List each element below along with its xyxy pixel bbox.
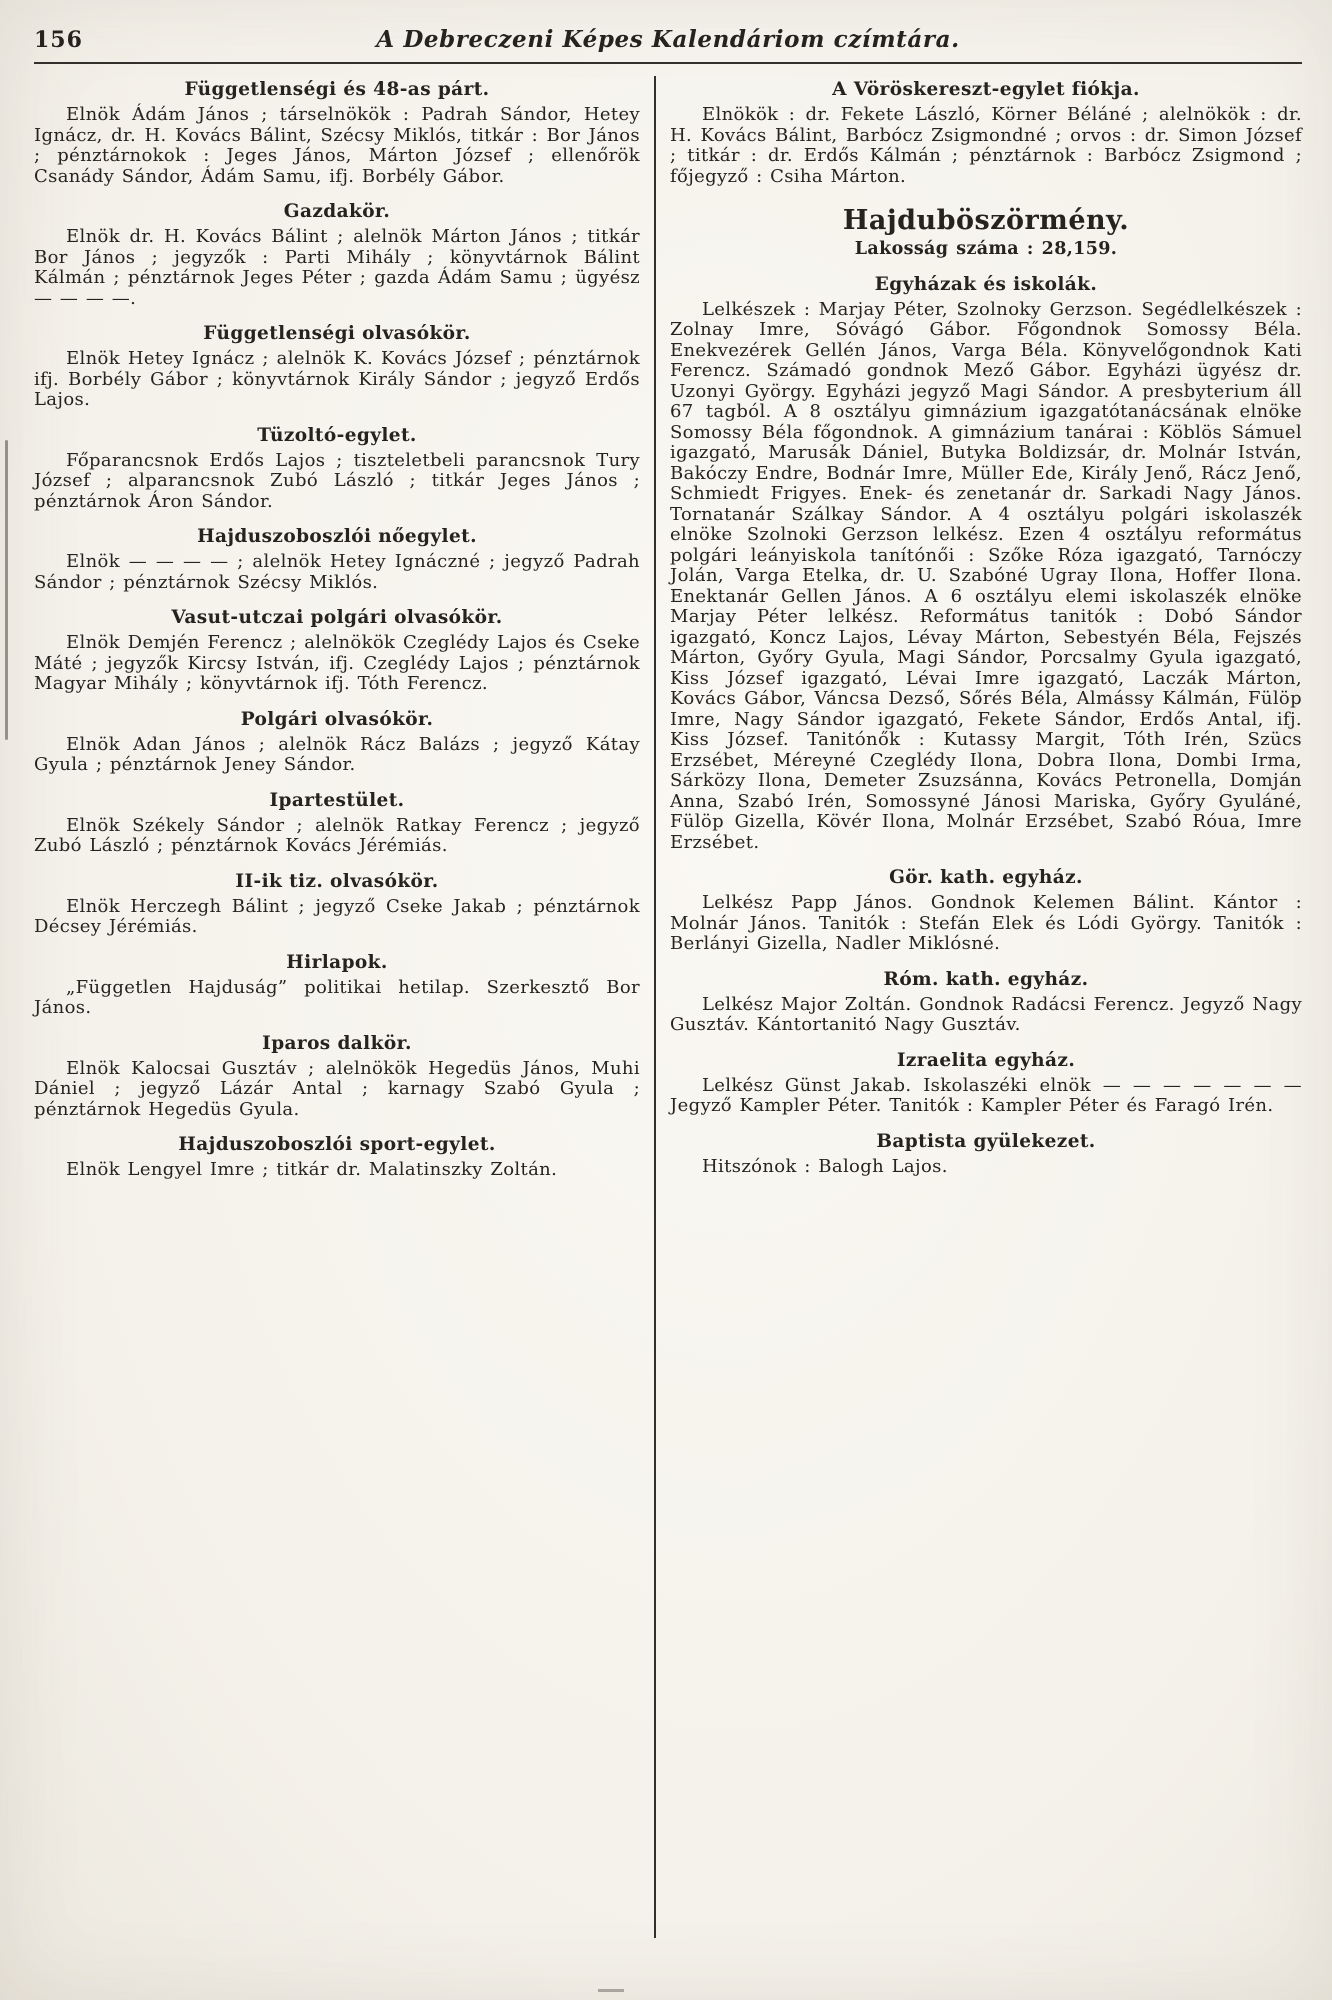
section-ipartestulet bbox=[34, 790, 640, 857]
section-egyhazak-es-iskolak bbox=[670, 274, 1302, 854]
section-body: Elnök dr. H. Kovács Bálint ; alelnök Márton János ; titkár Bor János ; jegyzők : Parti Mihály ; könyvtárnok Bálint Kálmán ; pénztárnok Jeges Péter ; gazda Ádám Samu ; ügyész — — — —. bbox=[34, 226, 640, 309]
section-rom-kath-egyhaz bbox=[670, 969, 1302, 1036]
section-heading: Gazdakör. bbox=[283, 201, 391, 222]
column-divider-rule bbox=[654, 76, 656, 1938]
section-hirlapok bbox=[34, 952, 640, 1019]
section-heading: Függetlenségi és 48-as párt. bbox=[184, 79, 490, 100]
section-body: Lelkészek : Marjay Péter, Szolnoky Gerzson. Segédlelkészek : Zolnay Imre, Sóvágó Gábor. Főgondnok Somossy Béla. Enekvezérek Gellén János, Varga Béla. Könyvelőgondnok Kati Ferencz. Számadó gondnok Mező Gábor. Egyházi ügyész dr. Uzonyi György. Egyházi jegyző Magi Sándor. A presbyterium áll 67 tagból. A 8 osztályu gimnázium igazgatótanácsának elnöke Somossy Béla főgondnok. A gimnázium tanárai : Köblös Sámuel igazgató, Marusák Dániel, Butyka Boldizsár, dr. Molnár István, Bakóczy Endre, Bodnár Imre, Müller Ede, Király Jenő, Rácz Jenő, Schmiedt Frigyes. Enek- és zenetanár dr. Sarkadi Nagy János. Tornatanár Szálkay Sándor. A 4 osztályu polgári iskolaszék elnöke Szolnoki Gerzson lelkész. Ezen 4 osztályu református polgári leányiskola tanítónői : Szőke Róza igazgató, Tarnóczy Jolán, Varga Etelka, dr. U. Szabóné Ugray Ilona, Hoffer Ilona. Enektanár Gellen János. A 6 osztályu elemi iskolaszék elnöke Marjay Péter lelkész. Református tanitók : Dobó Sándor igazgató, Koncz Lajos, Lévay Márton, Sebestyén Béla, Fejszés Márton, Győry Gyula, Magi Sándor, Porcsalmy Gyula igazgató, Kiss József igazgató, Lévai Imre igazgató, Laczák Márton, Kovács Gábor, Váncsa Dezső, Sőrés Béla, Almássy Kálmán, Fülöp Imre, Nagy Sándor igazgató, Fekete Sándor, Erdős Antal, ifj. Kiss József. Tanitónők : Kutassy Margit, Tóth Irén, Szücs Erzsébet, Méreyné Czeglédy Ilona, Dobra Ilona, Dombi Irma, Sárközy Ilona, Demeter Zsuzsánna, Kovács Petronella, Domján Anna, Szabó Irén, Somossyné Jánosi Mariska, Győry Gyuláné, Fülöp Gizella, Kövér Ilona, Molnár Erzsébet, Szabó Róua, Imre Erzsébet. bbox=[670, 298, 1302, 853]
section-body: Elnök Herczegh Bálint ; jegyző Cseke Jakab ; pénztárnok Décsey Jérémiás. bbox=[34, 895, 640, 937]
section-gor-kath-egyhaz bbox=[670, 867, 1302, 955]
section-heading: Vasut-utczai polgári olvasókör. bbox=[171, 607, 503, 628]
section-fuggetlensegi-olvasokor bbox=[34, 323, 640, 411]
page-header bbox=[34, 26, 1302, 64]
section-fuggetlensegi-part bbox=[34, 79, 640, 187]
section-body: Elnök Demjén Ferencz ; alelnökök Czeglédy Lajos és Cseke Máté ; jegyzők Kircsy István, ifj. Czeglédy Lajos ; pénztárnok Magyar Mihály ; könyvtárnok ifj. Tóth Ferencz. bbox=[34, 632, 640, 694]
section-heading: Hirlapok. bbox=[286, 951, 388, 973]
city-population: Lakosság száma : 28,159. bbox=[854, 239, 1118, 259]
section-body: Főparancsnok Erdős Lajos ; tiszteletbeli parancsnok Tury József ; alparancsnok Zubó László ; titkár Jeges János ; pénztárnok Áron Sándor. bbox=[34, 449, 640, 512]
section-heading: A Vöröskereszt-egylet fiókja. bbox=[832, 79, 1140, 100]
two-column-layout bbox=[34, 74, 1302, 1938]
page-number: 156 bbox=[34, 27, 83, 53]
section-body: Hitszónok : Balogh Lajos. bbox=[702, 1155, 948, 1177]
section-baptista-gyulekezet bbox=[670, 1131, 1302, 1178]
section-body: Elnök — — — — ; alelnök Hetey Ignáczné ; jegyző Padrah Sándor ; pénztárnok Szécsy Miklós. bbox=[34, 551, 640, 593]
section-heading: Ipartestület. bbox=[269, 789, 405, 811]
section-heading: Gör. kath. egyház. bbox=[889, 867, 1083, 888]
section-ii-ik-tiz-olvasokor bbox=[34, 871, 640, 938]
section-heading: Baptista gyülekezet. bbox=[876, 1130, 1096, 1152]
section-heading: Hajduszoboszlói nőegylet. bbox=[197, 526, 477, 547]
section-body: Elnök Székely Sándor ; alelnök Ratkay Ferencz ; jegyző Zubó László ; pénztárnok Kovács Jérémiás. bbox=[34, 814, 640, 856]
right-column bbox=[670, 74, 1302, 1938]
section-heading: II-ik tiz. olvasókör. bbox=[235, 870, 439, 892]
section-sport-egylet bbox=[34, 1134, 640, 1181]
section-heading: Róm. kath. egyház. bbox=[883, 968, 1089, 990]
city-heading-block bbox=[670, 205, 1302, 260]
section-body: Elnök Kalocsai Gusztáv ; alelnökök Hegedüs János, Muhi Dániel ; jegyző Lázár Antal ; karnagy Szabó Gyula ; pénztárnok Hegedüs Gyula. bbox=[34, 1057, 640, 1120]
section-body: Elnök Hetey Ignácz ; alelnök K. Kovács József ; pénztárnok ifj. Borbély Gábor ; könyvtárnok Király Sándor ; jegyző Erdős Lajos. bbox=[34, 348, 640, 410]
running-title: A Debreczeni Képes Kalendáriom czímtára. bbox=[376, 26, 960, 53]
section-heading: Tüzoltó-egylet. bbox=[257, 424, 417, 446]
section-iparos-dalkor bbox=[34, 1033, 640, 1121]
left-column bbox=[34, 74, 640, 1938]
section-body: Lelkész Günst Jakab. Iskolaszéki elnök — — — — — — — Jegyző Kampler Péter. Tanitók : Kampler Péter és Faragó Irén. bbox=[670, 1074, 1302, 1116]
section-voroskereszt-egylet bbox=[670, 79, 1302, 187]
section-heading: Függetlenségi olvasókör. bbox=[203, 323, 471, 344]
section-heading: Hajduszoboszlói sport-egylet. bbox=[178, 1134, 496, 1155]
section-body: Lelkész Major Zoltán. Gondnok Radácsi Ferencz. Jegyző Nagy Gusztáv. Kántortanitó Nagy Gusztáv. bbox=[670, 993, 1302, 1035]
section-body: Lelkész Papp János. Gondnok Kelemen Bálint. Kántor : Molnár János. Tanitók : Stefán Elek és Lódi György. Tanitók : Berlányi Gizella, Nadler Miklósné. bbox=[670, 892, 1302, 954]
section-body: Elnök Adan János ; alelnök Rácz Balázs ; jegyző Kátay Gyula ; pénztárnok Jeney Sándor. bbox=[34, 733, 640, 775]
section-izraelita-egyhaz bbox=[670, 1050, 1302, 1117]
section-heading: Izraelita egyház. bbox=[896, 1049, 1076, 1071]
section-body: „Független Hajduság” politikai hetilap. Szerkesztő Bor János. bbox=[34, 976, 640, 1018]
section-gazdakor bbox=[34, 201, 640, 309]
section-noegylet bbox=[34, 526, 640, 593]
section-heading: Iparos dalkör. bbox=[262, 1032, 412, 1054]
section-heading: Egyházak és iskolák. bbox=[874, 273, 1098, 295]
section-polgari-olvasokor bbox=[34, 709, 640, 776]
section-vasut-utczai-olvasokor bbox=[34, 607, 640, 695]
section-tuzolto-egylet bbox=[34, 425, 640, 513]
section-body: Elnökök : dr. Fekete László, Körner Béláné ; alelnökök : dr. H. Kovács Bálint, Barbócz Zsigmondné ; orvos : dr. Simon József ; titkár : dr. Erdős Kálmán ; pénztárnok : Barbócz Zsigmond ; főjegyző : Csiha Márton. bbox=[670, 104, 1302, 187]
section-body: Elnök Ádám János ; társelnökök : Padrah Sándor, Hetey Ignácz, dr. H. Kovács Bálint, Szécsy Miklós, titkár : Bor János ; pénztárnokok : Jeges János, Márton József ; ellenőrök Csanády Sándor, Ádám Samu, ifj. Borbély Gábor. bbox=[34, 104, 640, 187]
section-body: Elnök Lengyel Imre ; titkár dr. Malatinszky Zoltán. bbox=[66, 1159, 558, 1180]
city-name: Hajduböszörmény. bbox=[842, 205, 1130, 236]
section-heading: Polgári olvasókör. bbox=[240, 708, 434, 730]
